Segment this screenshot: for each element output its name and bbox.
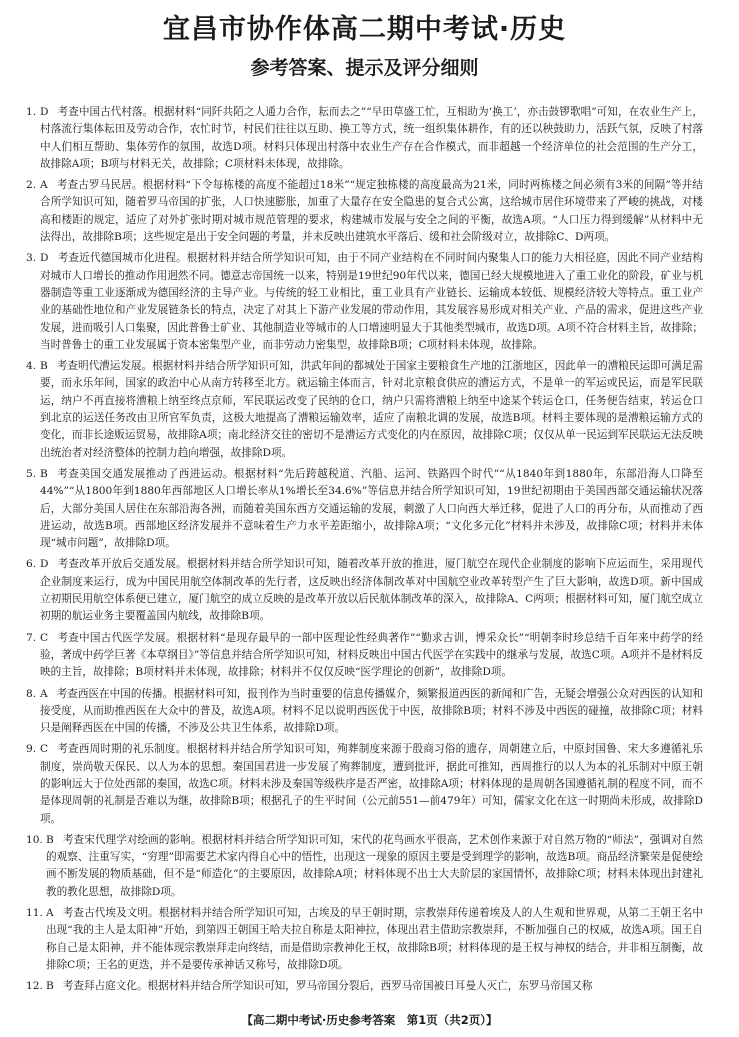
answer-explanation: 考查近代德国城市化进程。根据材料并结合所学知识可知，由于不同产业结构在不同时间内聚集人口的能力大相径庭，因此不同产业结构对城市人口增长的推动作用迥然不同。德意志帝国统一以来，特别是19世纪90年代以来，德国已经大规模地进入了重工业化的阶段，矿业与机器制造等重工业逐渐成为德国经济的主导产业。与传统的轻工业相比，重工业具有产业链长、运输成本较低、规模经济较大等特点。重工业产业的基础性地位和产业发展链条长的特点，决定了对其上下游产业发展的带动作用，其发展容易形成对相关产业、产品的需求，促进这些产业发展，进而吸引人口集聚，因此普鲁士矿业、其他制造业等城市的人口增速明显大于其他类型城市，故选D项。A项不符合材料主旨，故排除；当时普鲁士的重工业发展属于资本密集型产业，而非劳动力密集型，故排除B项；C项材料未体现，故排除。	[40, 252, 703, 351]
answer-explanation: 考查明代漕运发展。根据材料并结合所学知识可知，洪武年间的都城处于国家主要粮食生产地的江浙地区，因此单一的漕粮民运即可满足需要，而永乐年间，国家的政治中心从南方转移至北方。就运输主体而言，针对北京粮食供应的漕运方式，不是单一的军运或民运，而是军民联运，纳户不再直接将漕粮上纳至终点京师，军民联运改变了民纳的仓口，纳户只需将漕粮上纳至中途某个转运仓口，任务便告结束，转运仓口到北京的运送任务改由卫所官军负责，这极大地提高了漕粮运输效率，适应了南粮北调的发展，故选B项。材料主要体现的是漕粮运输方式的变化，而非长途贩运贸易，故排除A项；南北经济交往的密切不是漕运方式变化的内在原因，故排除C项；仅仅从单一民运到军民联运无法反映出统治者对经济整体的控制力趋向增强，故排除D项。	[40, 360, 704, 459]
answer-item	[26, 466, 703, 552]
answer-explanation: 考查古罗马民居。根据材料“下令每栋楼的高度不能超过18米”“规定独栋楼的高度最高为21米，同时两栋楼之间必须有3米的间隔”等并结合所学知识可知，随着罗马帝国的扩张，人口快速膨胀，加重了大量存在安全隐患的复合式公寓，这给城市居住环境带来了严峻的挑战，对楼高和楼距的规定，适应了对外扩张时期对城市规范管理的要求，构建城市发展与安全之间的平衡，故选A项。“人口压力得到缓解”从材料中无法得出，故排除B项；这些规定是出于安全问题的考量，并未反映出建筑水平落后、缓和社会阶级对立，故排除C、D两项。	[40, 179, 703, 244]
page-subtitle: 参考答案、提示及评分细则	[250, 57, 479, 79]
answer-number: 12.	[26, 980, 43, 993]
answer-item	[26, 358, 703, 462]
answer-list	[26, 104, 703, 996]
answer-explanation: 考查改革开放后交通发展。根据材料并结合所学知识可知，随着改革开放的推进，厦门航空在现代企业制度的影响下应运而生，采用现代企业制度来运行，成为中国民用航空体制改革的先行者，这反映出经济体制改革对中国航空业改革转型产生了巨大影响，故选D项。新中国成立初期民用航空体系便已建立，厦门航空的成立反映的是改革开放以后民航体制改革的深入，故排除A、C两项；根据材料可知，厦门航空成立初期的航运业务主要覆盖国内航线，故排除B项。	[40, 558, 703, 623]
answer-explanation: 考查美国交通发展推动了西进运动。根据材料“先后跨越税道、汽船、运河、铁路四个时代”“从1840年到1880年，东部沿海人口降至44%”“从1800年到1880年西部地区人口增长率从1%增长至34.6%”等信息并结合所学知识可知，19世纪初期由于美国西部交通运输状况落后，大部分美国人居住在东部沿海各洲，而随着美国东西方交通运输的发展，刺激了人口向西大举迁移，促进了人口的再分布，从而推动了西进运动，故选B项。西部地区经济发展并不意味着生产力水平差距缩小，故排除A项；“文化多元化”材料并未涉及，故排除C项；材料并未体现“城市问题”，故排除D项。	[40, 467, 703, 550]
answer-explanation: 考查西周时期的礼乐制度。根据材料并结合所学知识可知，殉葬制度来源于殷商习俗的遗存，周朝建立后，中原封国鲁、宋大多遵循礼乐制度，崇尚敬天保民、以人为本的思想。秦国国君进一步发展了殉葬制度，遭到批评，据此可推知，西周推行的以人为本的礼乐制对中原王朝的影响远大于位处西部的秦国，故选C项。材料未涉及秦国等级秩序是否严密，故排除A项；材料体现的是周朝各国遵循礼制的程度不同，而不是体现周朝的礼制是否难以为继，故排除B项；根据孔子的生平时间（公元前551—前479年）可知，儒家文化在这一时期尚未形成，故排除D项。	[40, 743, 703, 825]
answer-explanation: 考查西医在中国的传播。根据材料可知，报刊作为当时重要的信息传播媒介，频繁报道西医的新闻和广告，无疑会增强公众对西医的认知和接受度，从而助推西医在大众中的普及，故选A项。材料不足以说明西医优于中医，故排除B项；材料不涉及中西医的碰撞，故排除C项；材料只是阐释西医在中国的传播，不涉及公共卫生体系，故排除D项。	[40, 687, 703, 735]
answer-explanation: 考查拜占庭文化。根据材料并结合所学知识可知，罗马帝国分裂后，西罗马帝国被日耳曼人灭亡，东罗马帝国又称	[62, 980, 593, 993]
answer-key: B	[40, 360, 48, 373]
answer-key: B	[46, 980, 54, 993]
answer-number: 2.	[26, 179, 37, 192]
answer-key: D	[40, 252, 49, 265]
answer-key: A	[46, 907, 54, 920]
answer-item	[26, 177, 703, 246]
answer-explanation: 考查中国古代医学发展。根据材料“是现存最早的一部中医理论性经典著作”“勤求古训，博采众长”“明朝李时珍总结千百年来中药学的经验，著成中药学巨著《本草纲目》”等信息并结合所学知识可知，材料反映出中国古代医学在实践中的继承与发展，故选C项。A项并不是材料反映的主旨，故排除；B项材料并未体现，故排除；材料并不仅仅反映“医学理论的创新”，故排除D项。	[40, 631, 703, 679]
answer-number: 7.	[26, 631, 37, 644]
page-footer: 【高二期中考试·历史参考答案 第1页（共2页）】	[241, 1013, 498, 1027]
answer-item	[26, 741, 703, 827]
answer-item	[26, 556, 703, 625]
answer-number: 1.	[26, 106, 37, 118]
answer-key: D	[40, 106, 49, 118]
page-title: 宜昌市协作体高二期中考试·历史	[162, 14, 567, 45]
answer-key: A	[40, 179, 48, 192]
answer-number: 6.	[26, 558, 37, 571]
answer-item	[26, 630, 703, 682]
answer-explanation: 考查古代埃及文明。根据材料并结合所学知识可知，古埃及的早王朝时期，宗教崇拜传递着埃及人的人生观和世界观，从第二王朝王名中出现“我的主人是太阳神”开始，到第四王朝国王哈夫拉自称是太阳神拉，体现出君主借助宗教崇拜，不断加强自己的权威，故选A项。国王自称自己是太阳神，并不能体现宗教崇拜走向终结，而是借助宗教神化王权，故排除B项；材料体现的是王权与神权的结合，并非相互制衡，故排除C项；王名的更迭，并不是要传承神话又称号，故排除D项。	[46, 907, 703, 971]
answer-number: 5.	[26, 467, 37, 480]
answer-explanation: 考查中国古代村落。根据材料“同阡共陌之人通力合作，耘而去之”“早田草盛工忙，互相助为‘换工’，亦击鼓锣歌唱”可知，在农业生产上，村落流行集体耘田及劳动合作，农忙时节，村民们往往以互助、换工等方式，统一组织集体耕作，有的还以秧鼓助力，活跃气氛，反映了村落中人们相互帮助、集体劳作的氛围，故选D项。材料只体现出村落中农业生产存在合作模式，而非超越一个经济单位的社会范围的生产分工，故排除A项；B项与材料无关，故排除；C项材料未体现，故排除。	[40, 106, 703, 170]
answer-key: B	[40, 467, 48, 480]
answer-number: 8.	[26, 687, 37, 700]
answer-key: D	[40, 558, 49, 571]
answer-item	[26, 250, 703, 354]
answer-explanation: 考查宋代理学对绘画的影响。根据材料并结合所学知识可知，宋代的花鸟画水平很高，艺术创作来源于对自然万物的“师法”，强调对自然的观察、注重写实，“穷理”即需要艺术家内得自心中的悟性，出现这一现象的原因主要是受到理学的影响，故选B项。商品经济繁荣是促使绘画不断发展的物质基础，但不是“师造化”的主要原因，故排除A项；材料体现不出士大夫阶层的家国情怀，故排除C项；材料未体现出封建礼教的教化思想，故排除D项。	[46, 833, 703, 898]
answer-number: 10.	[26, 833, 43, 846]
answer-number: 11.	[26, 907, 43, 920]
answer-item	[26, 686, 703, 738]
answer-key: A	[40, 687, 48, 700]
answer-key: B	[46, 833, 54, 846]
answer-item	[26, 905, 703, 974]
answer-item	[26, 104, 703, 173]
answer-number: 4.	[26, 360, 37, 373]
answer-number: 3.	[26, 252, 37, 265]
answer-number: 9.	[26, 743, 37, 756]
answer-key: C	[40, 631, 49, 644]
answer-item	[26, 978, 703, 995]
answer-item	[26, 832, 703, 901]
answer-key: C	[40, 743, 49, 756]
